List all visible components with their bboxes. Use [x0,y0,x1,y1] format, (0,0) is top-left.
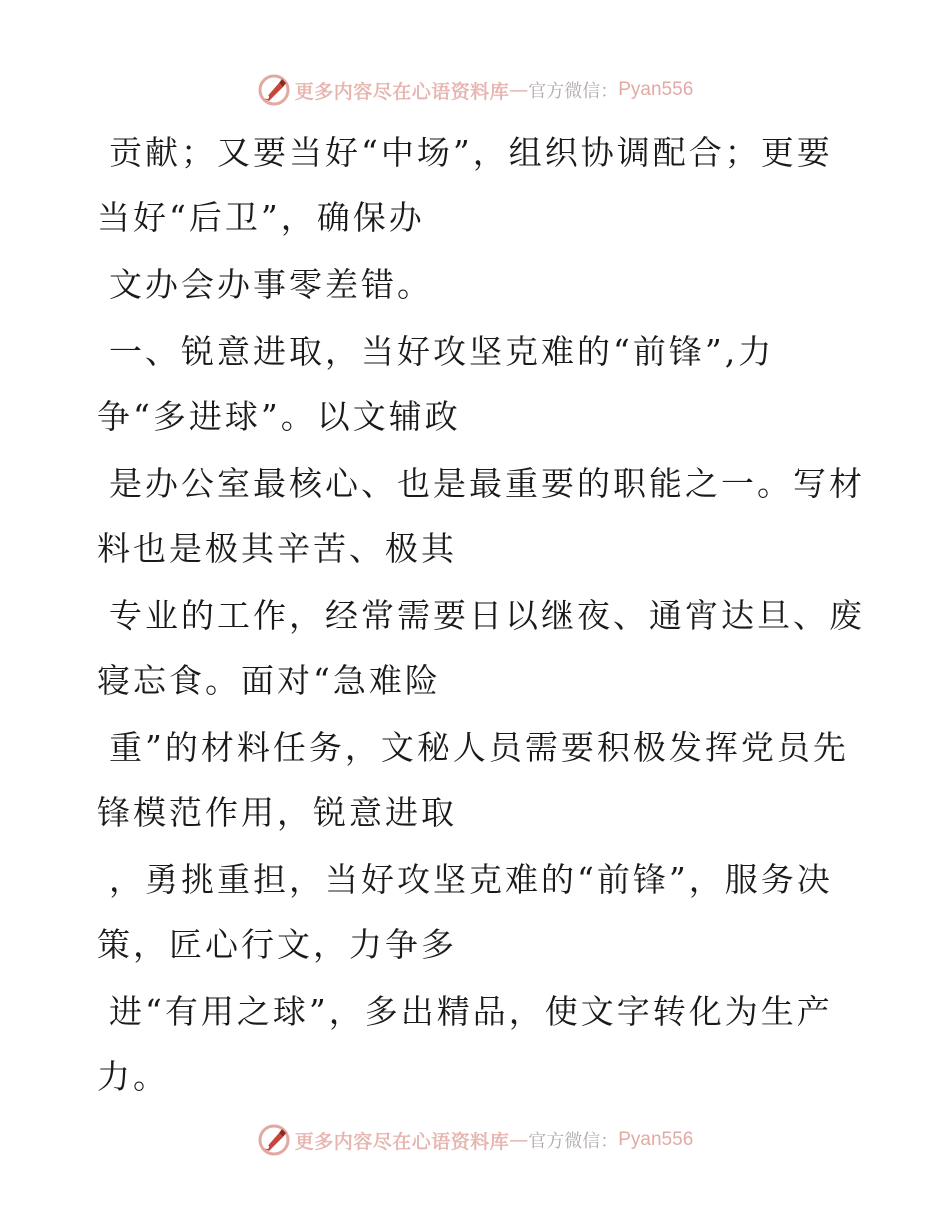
text-line: ，勇挑重担，当好攻坚克难的“前锋”，服务决 [109,860,833,899]
paragraph [97,583,865,713]
text-line: 料也是极其辛苦、极其 [97,529,457,568]
pen-logo-icon [257,73,291,107]
text-line: 文办会办事零差错。 [109,265,433,304]
paragraph [97,715,849,845]
text-line: 争“多进球”。以文辅政 [97,397,461,436]
watermark-dash: — [509,79,529,101]
text-line: 当好“后卫”，确保办 [97,198,425,237]
footer-watermark [0,1120,950,1160]
watermark-label: 官方微信： [528,81,619,102]
paragraph [97,451,865,581]
text-line: 锋模范作用，锐意进取 [97,793,457,832]
paragraph [97,979,837,1109]
text-line: 策，匠心行文，力争多 [97,925,457,964]
pen-logo-icon [257,1123,291,1157]
text-line: 专业的工作，经常需要日以继夜、通宵达旦、废 [109,596,865,635]
text-line: 一、锐意进取，当好攻坚克难的“前锋”,力 [109,332,775,371]
watermark-wechat-id: Pyan556 [618,79,694,100]
text-line: 寝忘食。面对“急难险 [97,661,441,700]
header-watermark [0,70,950,110]
watermark-main-text: 更多内容尽在心语资料库 [294,1130,510,1153]
paragraph [97,120,837,250]
watermark-label: 官方微信： [528,1131,619,1152]
text-line: 重”的材料任务，文秘人员需要积极发挥党员先 [109,728,849,767]
watermark-dash: — [509,1129,529,1151]
paragraph [97,847,837,977]
paragraph [97,252,837,317]
document-body [97,120,865,1111]
paragraph [97,319,837,449]
text-line: 是办公室最核心、也是最重要的职能之一。写材 [109,464,865,503]
watermark-wechat-id: Pyan556 [618,1129,694,1150]
watermark-main-text: 更多内容尽在心语资料库 [294,80,510,103]
text-line: 力。 [97,1057,169,1096]
text-line: 贡献；又要当好“中场”，组织协调配合；更要 [109,133,833,172]
text-line: 进“有用之球”，多出精品，使文字转化为生产 [109,992,833,1031]
